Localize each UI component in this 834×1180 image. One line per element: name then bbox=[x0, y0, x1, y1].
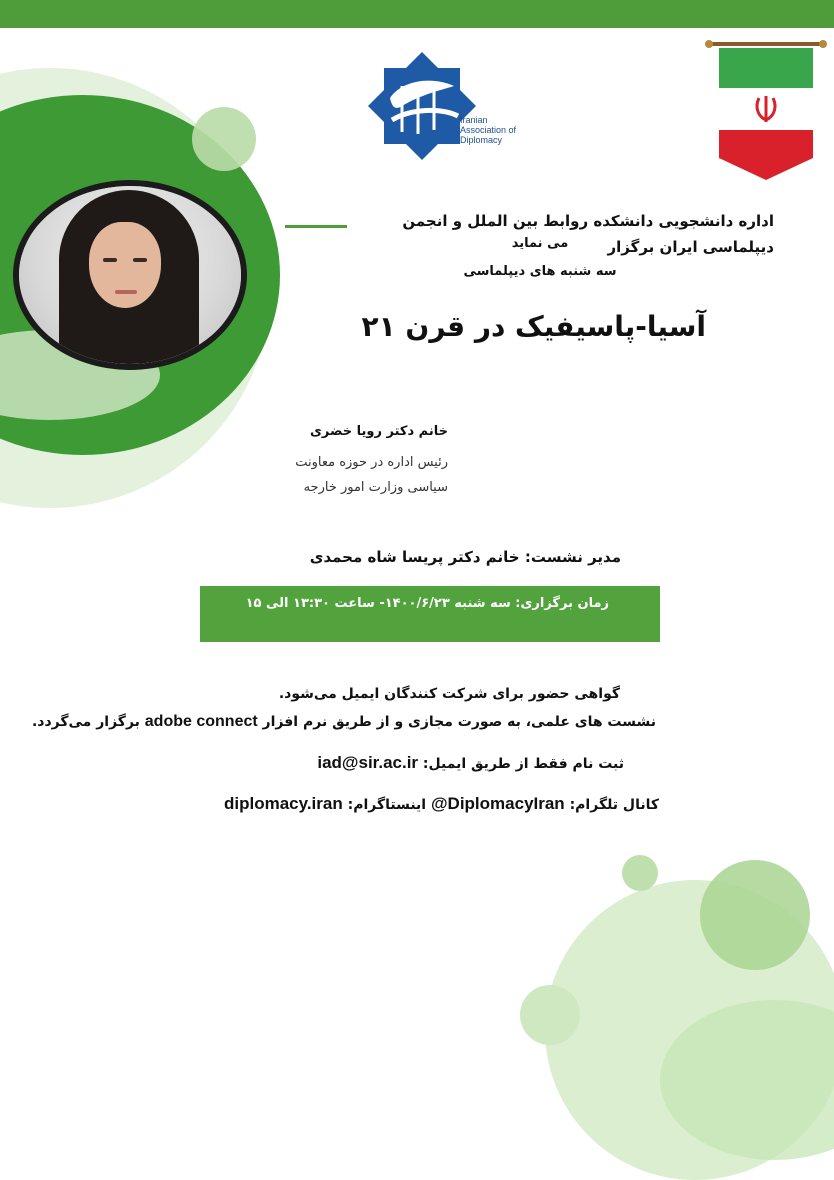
social-channels bbox=[224, 794, 659, 814]
top-green-bar bbox=[0, 0, 834, 28]
software-name: adobe connect bbox=[144, 713, 258, 730]
online-note bbox=[32, 713, 656, 731]
register-email[interactable]: iad@sir.ac.ir bbox=[317, 753, 419, 772]
speaker-role-line-1: رئیس اداره در حوزه معاونت bbox=[295, 455, 448, 470]
host-line-2: می نماید bbox=[511, 236, 569, 251]
instagram-label: اینستاگرام: bbox=[342, 797, 431, 813]
time-box bbox=[200, 586, 660, 642]
telegram-handle[interactable]: DiplomacyIran@ bbox=[430, 794, 565, 813]
event-title: آسیا-پاسیفیک در قرن ۲۱ bbox=[361, 310, 706, 343]
certificate-note: گواهی حضور برای شرکت کنندگان ایمیل می‌شود. bbox=[278, 686, 620, 702]
series-name: سه شنبه های دیپلماسی bbox=[463, 264, 617, 279]
logo-caption: Iranian Association of Diplomacy bbox=[460, 115, 517, 145]
logo-abbr: IAD bbox=[415, 147, 429, 156]
instagram-handle[interactable]: diplomacy.iran bbox=[224, 794, 343, 813]
host-line-1: اداره دانشجویی دانشکده روابط بین الملل و انجمن دیپلماسی ایران برگزار bbox=[402, 212, 774, 256]
iran-flag bbox=[705, 40, 827, 182]
moderator: مدیر نشست: خانم دکتر پریسا شاه محمدی bbox=[309, 548, 621, 566]
registration bbox=[317, 753, 624, 773]
online-before: نشست های علمی، به صورت مجازی و از طریق نرم افزار bbox=[257, 714, 656, 730]
decor-circle-small bbox=[192, 107, 256, 171]
event-time: زمان برگزاری: سه شنبه ۱۴۰۰/۶/۲۳- ساعت ۱۳:۳۰ الی ۱۵ bbox=[245, 596, 609, 611]
speaker-name: خانم دکتر رویا خضری bbox=[309, 424, 448, 439]
speaker-photo bbox=[13, 180, 247, 370]
register-label: ثبت نام فقط از طریق ایمیل: bbox=[418, 756, 624, 772]
online-after: برگزار می‌گردد. bbox=[31, 714, 145, 730]
speaker-role-line-2: سیاسی وزارت امور خارجه bbox=[303, 480, 448, 495]
telegram-label: کانال تلگرام: bbox=[564, 797, 659, 813]
